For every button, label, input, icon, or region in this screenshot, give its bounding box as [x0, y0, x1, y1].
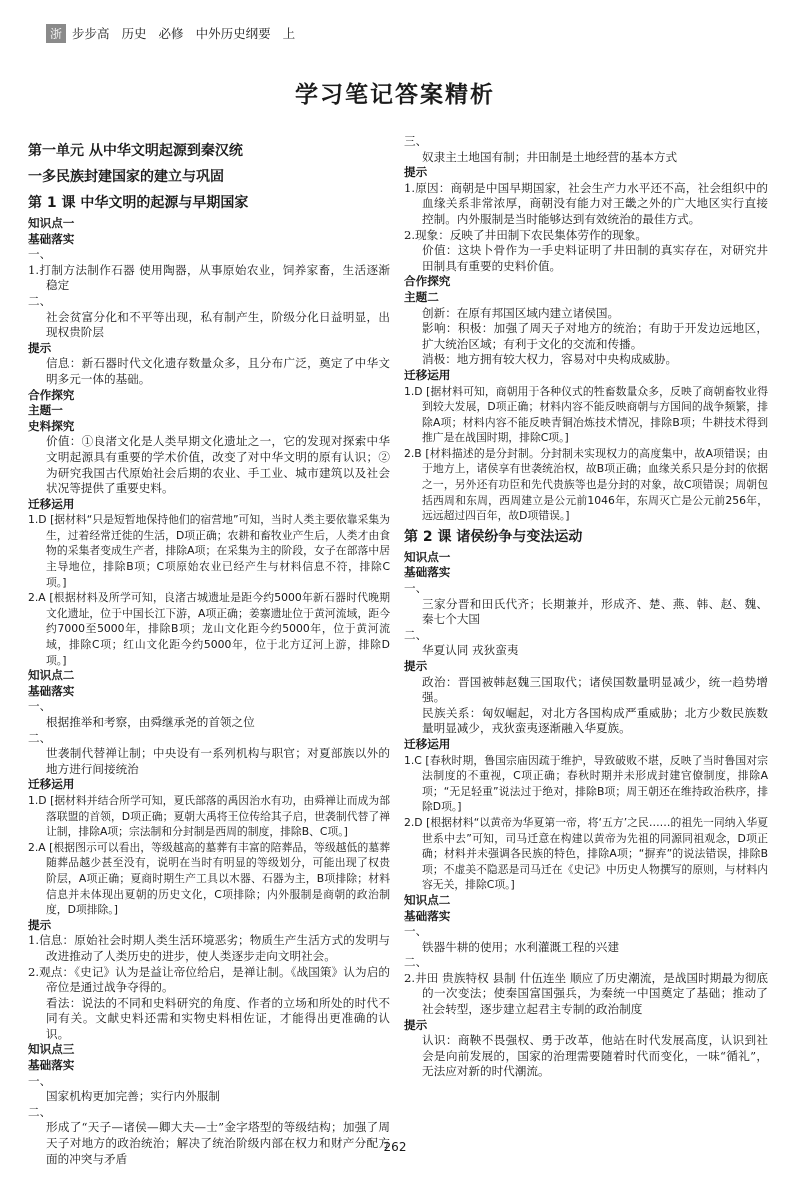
right-block: 价值：这块卜骨作为一手史料证明了井田制的真实存在，对研究井田制具有重要的史料价值。 [422, 243, 768, 273]
left-block: 知识点二 [28, 668, 75, 683]
left-block: 一、 [28, 247, 52, 262]
left-block: 史料探究 [28, 418, 75, 433]
left-block: 世袭制代替禅让制；中央设有一系列机构与职官；对夏部族以外的地方进行间接统治 [46, 746, 390, 776]
right-block: 1.原因：商朝是中国早期国家，社会生产力水平还不高，社会组织中的血缘关系非常浓厚，商朝没有能力对王畿之外的广大地区实行直接控制。内外服制是当时能够达到有效统治的最佳方式。 [404, 180, 768, 226]
right-block: 1.C [春秋时期，鲁国宗庙因疏于维护，导致破败不堪，反映了当时鲁国对宗法制度的不重视，C项正确；春秋时期并未形成封建官僚制度，排除A项；“无足轻重”说法过于绝对，排除B项；周王朝还在维持政治秩序，排除D项。] [404, 753, 768, 814]
left-block: 看法：说法的不同和史料研究的角度、作者的立场和所处的时代不同有关。文献史料还需和实物史料相佐证，才能得出更准确的认识。 [46, 995, 390, 1041]
left-block: 2.A [根据材料及所学可知，良渚古城遗址是距今约5000年新石器时代晚期文化遗址，位于中国长江下游，A项正确；姜寨遗址位于黄河流域，距今约7000至5000年，排除B项；龙山文化距今约5000年，位于黄河流域，排除C项；红山文化距今约5000年，位于北方辽河上游，排除D项。] [28, 591, 390, 667]
left-column [28, 138, 390, 1167]
header-item: 上 [282, 26, 296, 41]
right-column [404, 134, 768, 1080]
right-block: 2.B [材料描述的是分封制。分封制未实现权力的高度集中，故A项错误；由于地方上，诸侯享有世袭统治权，故B项正确；血缘关系只是分封的依据之一，另外还有功臣和先代贵族等也是分封的对象，故C项错误；周朝包括西周和东周，西周建立是公元前1046年，东周灭亡是公元前256年，远远超过四百年，故D项错误。] [404, 446, 768, 523]
right-block: 迁移运用 [404, 367, 451, 382]
left-block: 第 1 课 中华文明的起源与早期国家 [28, 195, 249, 211]
right-block: 2.现象：反映了井田制下农民集体劳作的现象。 [404, 227, 647, 242]
left-block: 第一单元 从中华文明起源到秦汉统 [28, 143, 243, 159]
right-block: 三、 [404, 134, 428, 148]
right-block: 1.D [据材料可知，商朝用于各种仪式的牲畜数量众多，反映了商朝畜牧业得到较大发展，D项正确；材料内容不能反映商朝与方国间的战争频繁，排除A项；材料内容不能反映青铜冶炼技术情况，排除B项；牛耕技术得到推广是在战国时期，排除C项。] [404, 384, 768, 445]
left-block: 2.A [根据图示可以看出，等级越高的墓葬有丰富的陪葬品，等级越低的墓葬随葬品越少甚至没有，说明在当时有明显的等级划分，可能出现了权贵阶层，A项正确；夏商时期生产工具以木器、石器为主，B项排除；材料信息并未体现出夏朝的历史文化，C项排除；内外服制是商朝的政治制度，D项排除。] [28, 840, 390, 917]
right-block: 主题二 [404, 289, 439, 304]
left-block: 二、 [28, 730, 52, 745]
right-block: 创新：在原有邦国区域内建立诸侯国。 [422, 305, 620, 320]
left-block: 一、 [28, 1073, 52, 1088]
left-block: 提示 [28, 340, 52, 355]
running-header [46, 20, 746, 46]
left-block: 基础落实 [28, 231, 75, 246]
right-block: 2.D [根据材料“以黄帝为华夏第一帝，将‘五方’之民……的祖先一同纳入华夏世系中去”可知，司马迁意在构建以黄帝为先祖的同源同祖观念，D项正确；材料并未强调各民族的特色，排除A项；“摒弃”的说法错误，排除B项；不虚美不隐恶是司马迁在《史记》中历史人物撰写的原则，与材料内容无关，排除C项。] [404, 815, 768, 892]
left-block: 基础落实 [28, 683, 75, 698]
page-number: 262 [383, 1140, 407, 1154]
right-block: 三家分晋和田氏代齐；长期兼并，形成齐、楚、燕、韩、赵、魏、秦七个大国 [422, 596, 768, 627]
left-block: 形成了“天子—诸侯—卿大夫—士”金字塔型的等级结构；加强了周天子对地方的政治统治；解决了统治阶级内部在权力和财产分配方面的冲突与矛盾 [46, 1120, 390, 1166]
header-item: 步步高 [72, 26, 110, 41]
left-block: 社会贫富分化和不平等出现，私有制产生，阶级分化日益明显，出现权贵阶层 [46, 309, 390, 340]
left-block: 2.观点：《史记》认为是益让帝位给启，是禅让制。《战国策》认为启的帝位是通过战争夺得的。 [28, 964, 390, 995]
right-block: 民族关系：匈奴崛起，对北方各国构成严重威胁；北方少数民族数量明显减少，戎狄蛮夷逐渐融入华夏族。 [422, 705, 768, 736]
left-block: 二、 [28, 1104, 52, 1119]
right-block: 铁器牛耕的使用；水利灌溉工程的兴建 [422, 939, 620, 954]
left-block: 1.打制方法制作石器 使用陶器，从事原始农业，饲养家畜，生活逐渐稳定 [28, 262, 390, 293]
right-block: 政治：晋国被韩赵魏三国取代；诸侯国数量明显减少，统一趋势增强。 [422, 674, 768, 705]
left-block: 国家机构更加完善；实行内外服制 [46, 1089, 220, 1104]
left-block: 1.D [据材料并结合所学可知，夏氏部落的禹因治水有功，由舜禅让而成为部落联盟的首领，D项正确；夏朝大禹将王位传给其子启，世袭制代替了禅让制，排除A项；宗法制和分封制是西周的制度，排除B、C项。] [28, 793, 390, 839]
left-block: 合作探究 [28, 387, 75, 402]
left-block: 提示 [28, 917, 52, 932]
right-block: 基础落实 [404, 565, 451, 580]
header-item: 必修 [158, 26, 184, 41]
right-block: 知识点一 [404, 549, 451, 564]
right-block: 影响：积极：加强了周天子对地方的统治；有助于开发边远地区，扩大统治区域；有利于文化的交流和传播。 [422, 321, 768, 351]
left-block: 二、 [28, 293, 52, 308]
page-title: 学习笔记答案精析 [295, 82, 495, 108]
right-block: 基础落实 [404, 908, 451, 923]
right-block: 一、 [404, 581, 428, 596]
left-block: 价值：①良渚文化是人类早期文化遗址之一，它的发现对探索中华文明起源具有重要的学术价值，改变了对中华文明的原有认识；②为研究我国古代原始社会后期的农业、手工业、城市建筑以及社会状况等提供了重要史料。 [46, 434, 390, 496]
left-block: 信息：新石器时代文化遗存数量众多，且分布广泛，奠定了中华文明多元一体的基础。 [46, 356, 390, 386]
left-block: 知识点一 [28, 216, 75, 230]
left-block: 迁移运用 [28, 777, 75, 792]
right-block: 第 2 课 诸侯纷争与变法运动 [404, 528, 583, 545]
right-block: 二、 [404, 627, 428, 642]
left-block: 根据推举和考察，由舜继承尧的首领之位 [46, 715, 255, 729]
header-item: 历史 [121, 26, 147, 41]
right-block: 提示 [404, 165, 428, 180]
right-block: 合作探究 [404, 274, 451, 289]
right-block: 奴隶主土地国有制；井田制是土地经营的基本方式 [422, 149, 678, 164]
left-block: 主题一 [28, 403, 63, 418]
header-item: 中外历史纲要 [195, 26, 271, 41]
right-block: 提示 [404, 1017, 428, 1032]
left-block: 知识点三 [28, 1042, 75, 1057]
left-block: 1.信息：原始社会时期人类生活环境恶劣；物质生产生活方式的发明与改进推动了人类历史的进步，使人类逐步走向文明社会。 [28, 933, 390, 963]
right-block: 知识点二 [404, 892, 451, 907]
left-block: 1.D [据材料“只是短暂地保持他们的宿营地”可知，当时人类主要依靠采集为生，过着经常迁徙的生活，D项正确；农耕和畜牧业产生后，人类才由食物的采集者变成生产者，排除A项；在采集为主的阶段，女子在部落中居主导地位，排除B项；C项原始农业已经产生与材料信息不符，排除C项。] [28, 513, 390, 589]
left-block: 一多民族封建国家的建立与巩固 [28, 169, 224, 185]
right-block: 迁移运用 [404, 736, 451, 751]
right-block: 提示 [404, 659, 428, 673]
left-block: 迁移运用 [28, 496, 75, 511]
left-block: 基础落实 [28, 1058, 75, 1073]
right-block: 2.井田 贵族特权 县制 什伍连坐 顺应了历史潮流，是战国时期最为彻底的一次变法；使秦国富国强兵，为秦统一中国奠定了基础；推动了社会转型，逐步建立起君主专制的政治制度 [404, 970, 768, 1017]
left-block: 一、 [28, 699, 52, 714]
right-block: 消极：地方拥有较大权力，容易对中央构成威胁。 [422, 352, 678, 367]
right-block: 二、 [404, 955, 428, 970]
right-block: 认识：商鞅不畏强权、勇于改革，他站在时代发展高度，认识到社会是向前发展的，国家的治理需要随着时代而变化，一味“循礼”，无法应对新的时代潮流。 [422, 1033, 768, 1079]
right-block: 华夏认同 戎狄蛮夷 [422, 643, 519, 658]
province-badge: 浙 [46, 24, 66, 43]
right-block: 一、 [404, 924, 428, 939]
